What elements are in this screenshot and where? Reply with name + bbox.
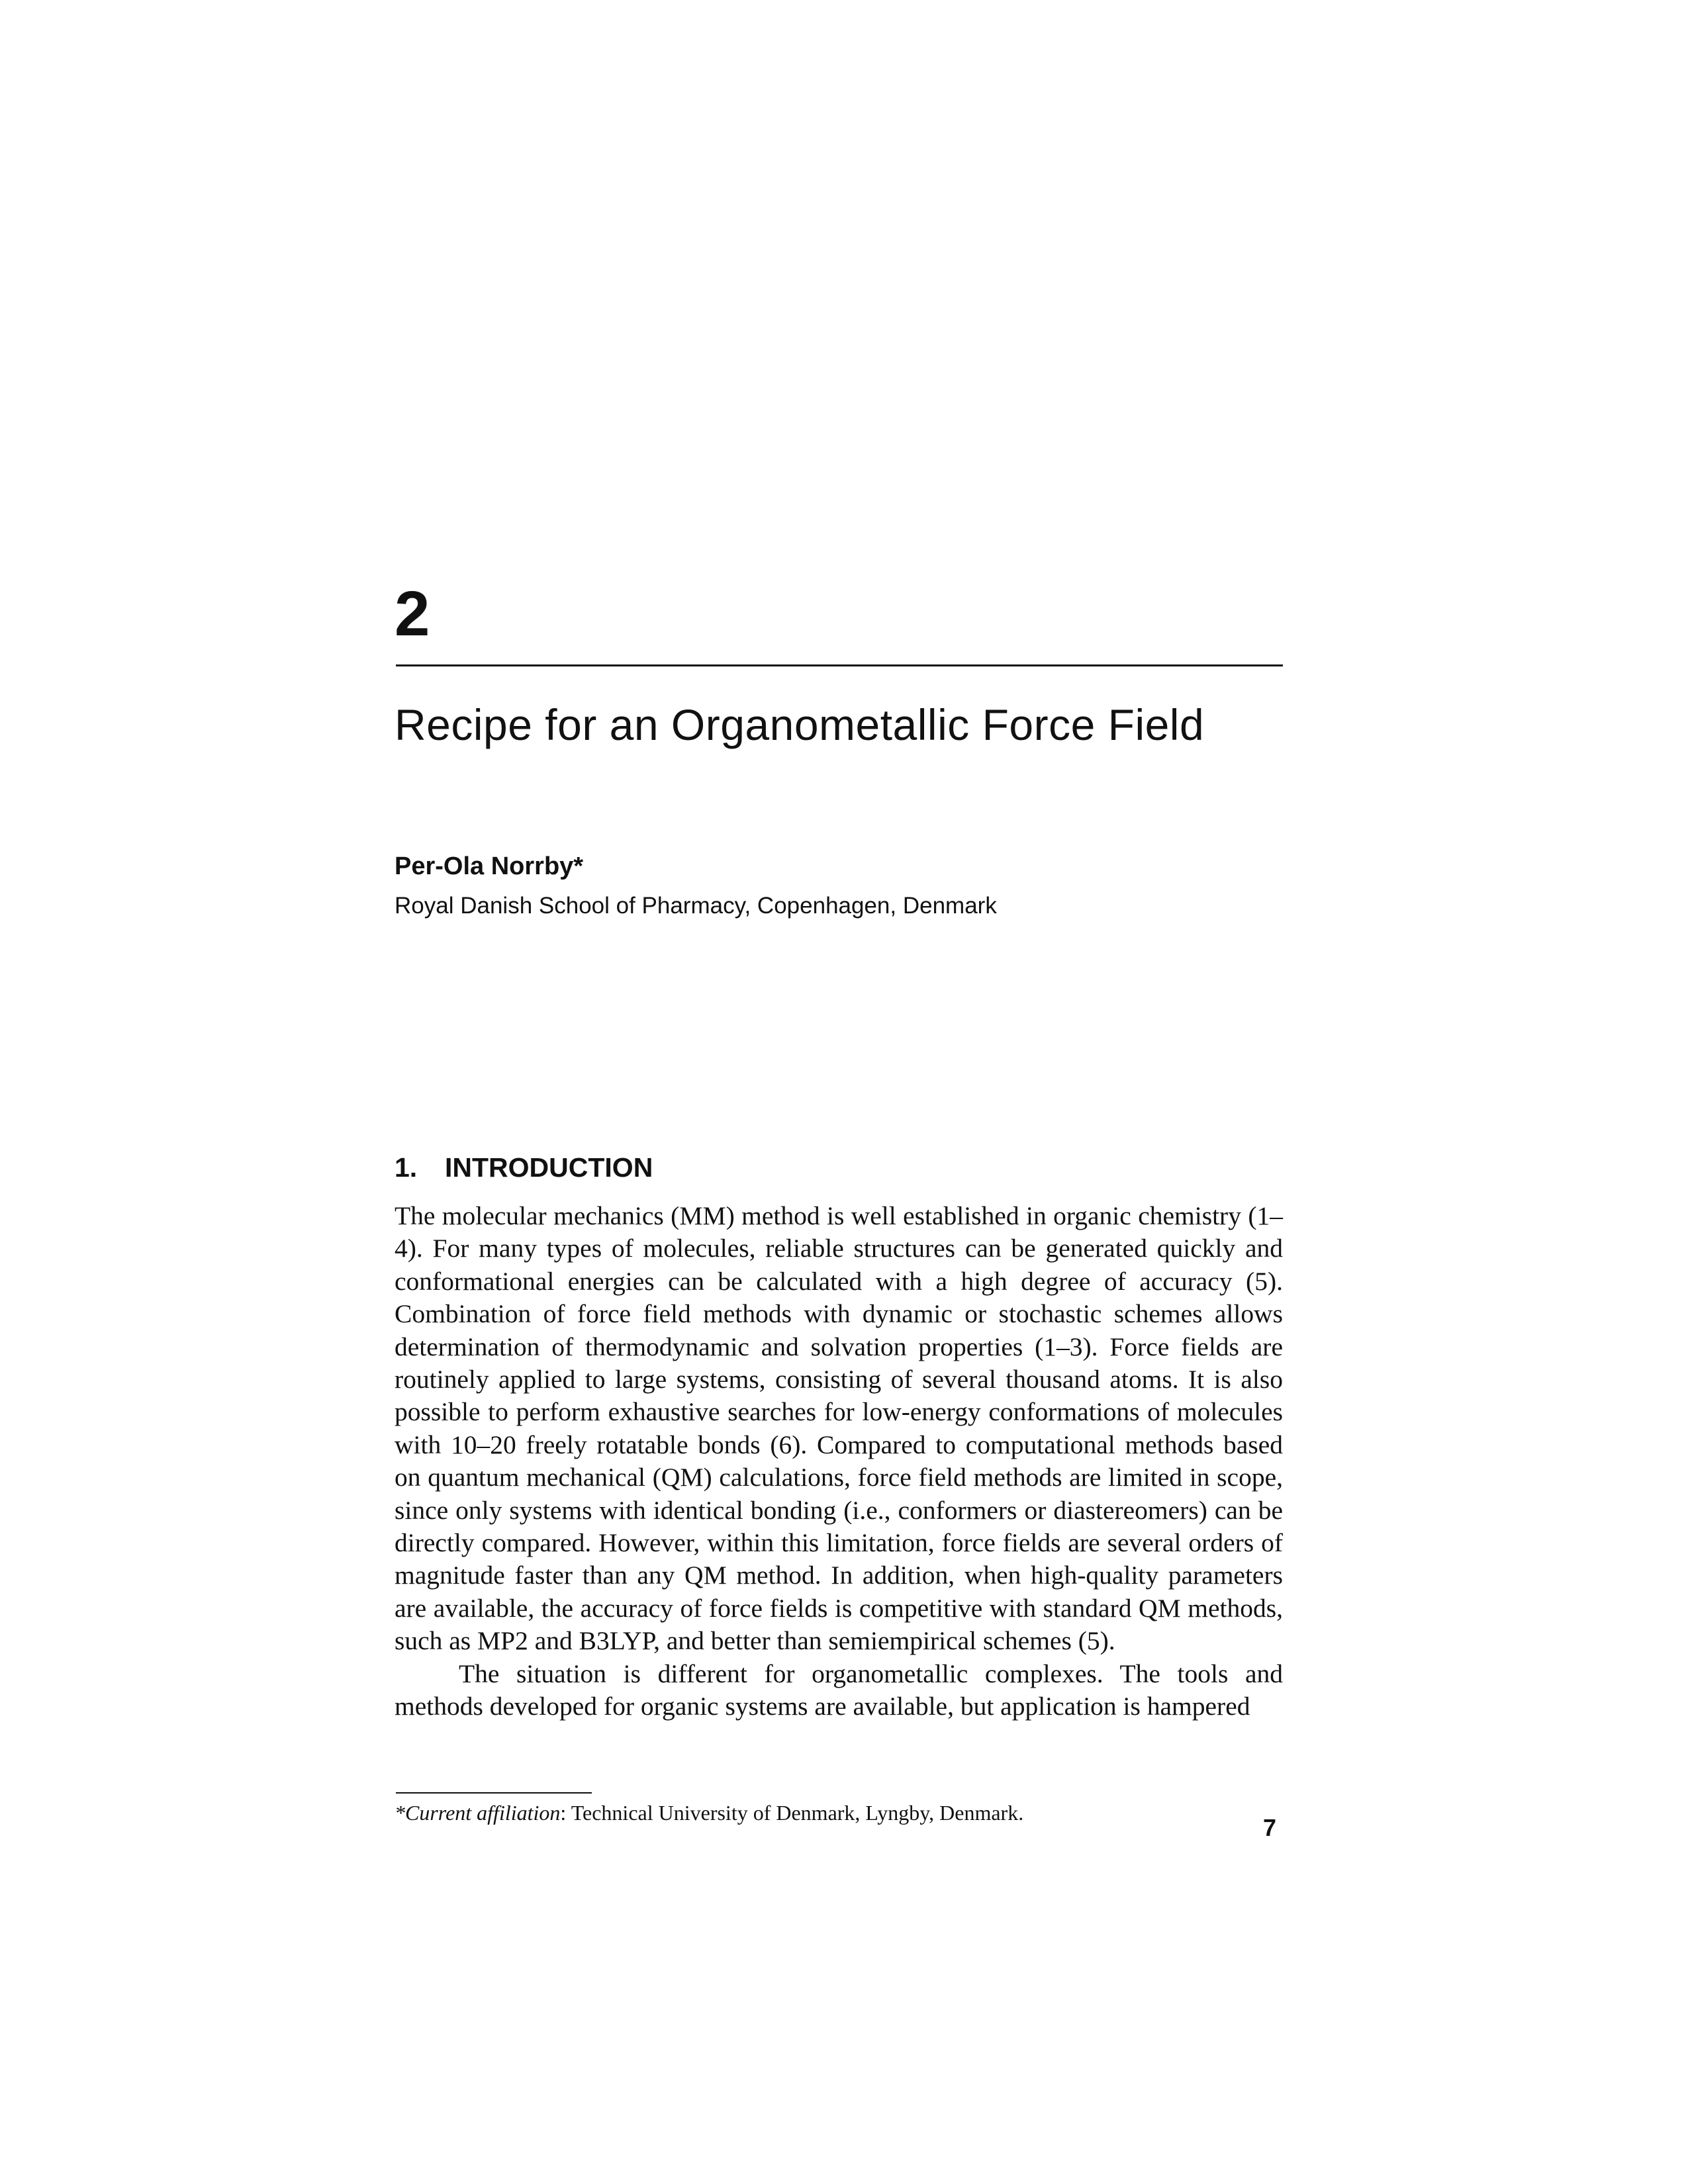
body-paragraph: The situation is different for organometallic complexes. The tools and methods developed for organic systems are available, but application is hampered (395, 1659, 1283, 1721)
author-affiliation: Royal Danish School of Pharmacy, Copenhagen, Denmark (395, 893, 997, 919)
author-name: Per-Ola Norrby* (395, 852, 584, 880)
footnote-marker: * (395, 1801, 405, 1825)
body-text (395, 1200, 1283, 1723)
section-heading (395, 1152, 653, 1184)
footnote-label: Current affiliation (405, 1801, 561, 1825)
section-title: INTRODUCTION (445, 1152, 653, 1183)
chapter-rule (396, 664, 1283, 666)
chapter-number: 2 (395, 578, 430, 649)
footnote-rule (396, 1792, 592, 1794)
body-paragraph: The molecular mechanics (MM) method is well established in organic chemistry (1–4). For many types of molecules, reliable structures can be generated quickly and conformational energies can be calculated with a high degree of accuracy (5). Combination of force field methods with dynamic or stochastic schemes allows determination of thermodynamic and solvation properties (1–3). Force fields are routinely applied to large systems, consisting of several thousand atoms. It is also possible to perform exhaustive searches for low-energy conformations of molecules with 10–20 freely rotatable bonds (6). Compared to computational methods based on quantum mechanical (QM) calculations, force field methods are limited in scope, since only systems with identical bonding (i.e., conformers or diastereomers) can be directly compared. However, within this limitation, force fields are several orders of magnitude faster than any QM method. In addition, when high-quality parameters are available, the accuracy of force fields is competitive with standard QM methods, such as MP2 and B3LYP, and better than semiempirical schemes (5). (395, 1201, 1283, 1656)
chapter-title: Recipe for an Organometallic Force Field (395, 700, 1205, 749)
footnote (395, 1800, 1023, 1825)
page-number: 7 (1263, 1814, 1277, 1841)
section-number: 1. (395, 1152, 418, 1183)
footnote-text: : Technical University of Denmark, Lyngby, Denmark. (560, 1801, 1024, 1825)
